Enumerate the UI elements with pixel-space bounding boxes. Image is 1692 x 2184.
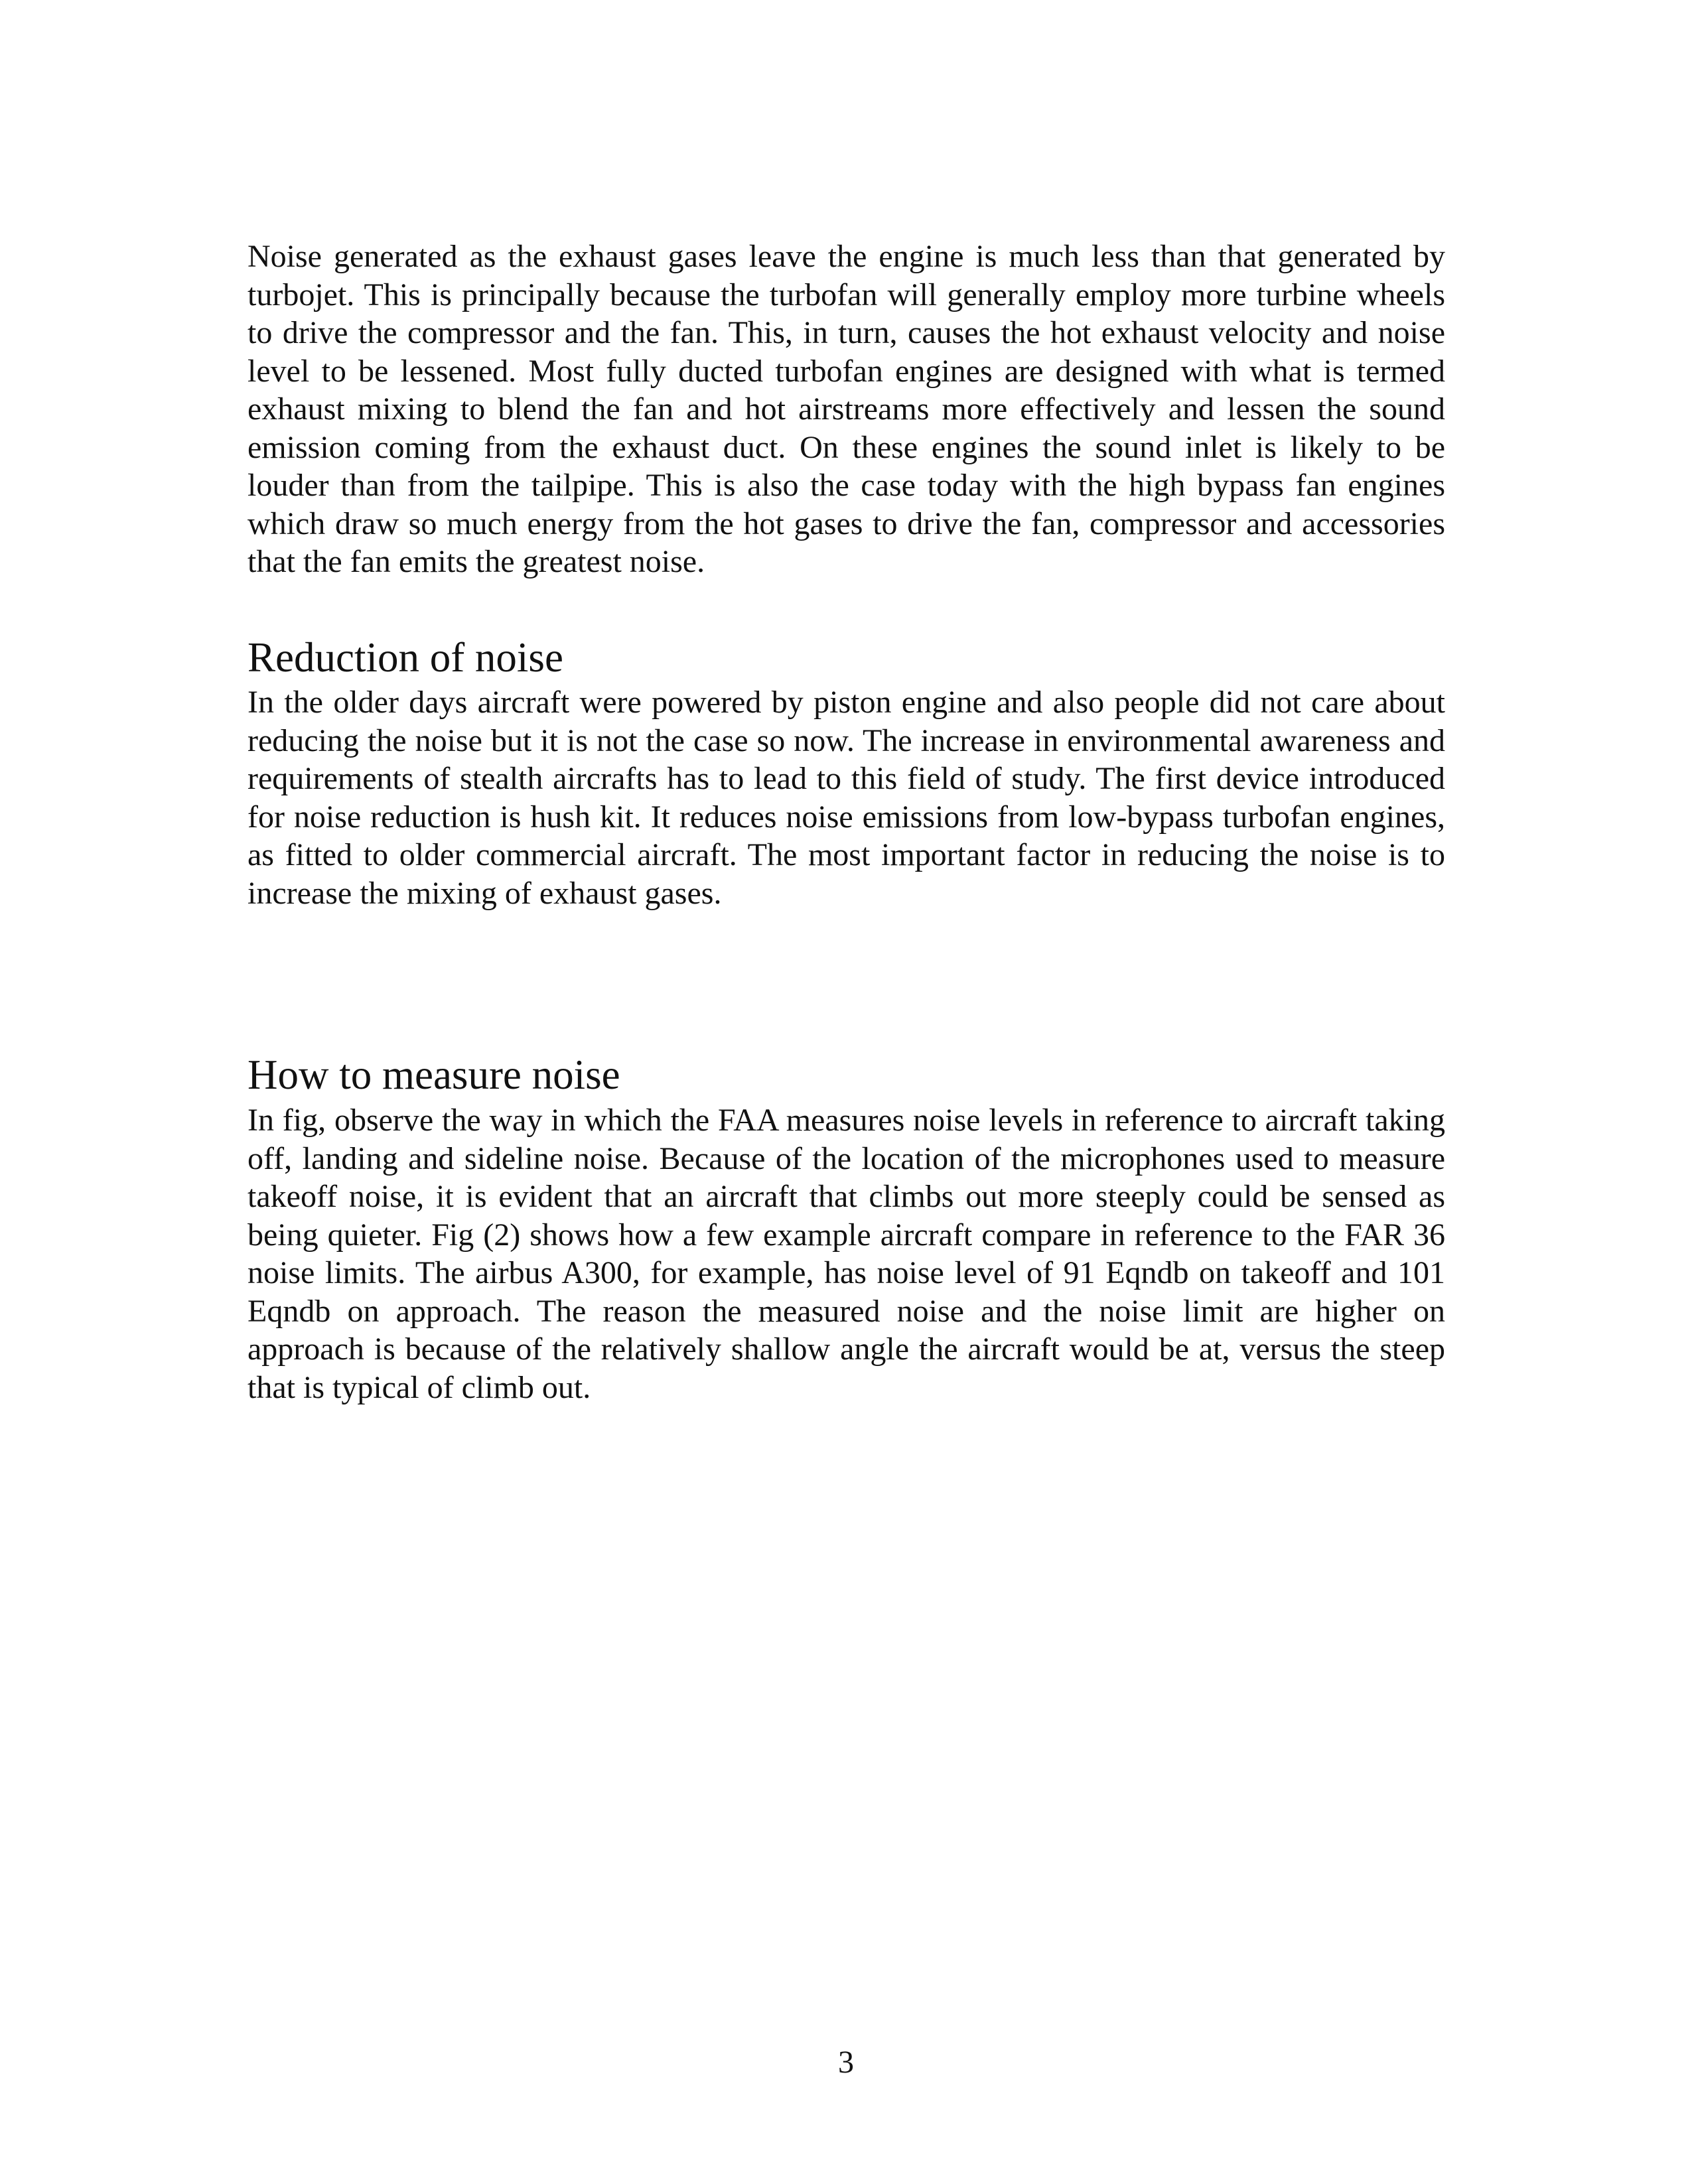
reduction-of-noise-paragraph: In the older days aircraft were powered by piston engine and also people did not care about reducing the noise but it is not the case so now. The increase in environmental awareness and requirements of stealth aircrafts has to lead to this field of study. The first device introduced for noise reduction is hush kit. It reduces noise emissions from low-bypass turbofan engines, as fitted to older commercial aircraft. The most important factor in reducing the noise is to increase the mixing of exhaust gases.: [247, 685, 1445, 911]
section-heading-how-to-measure-noise: How to measure noise: [247, 1052, 620, 1098]
how-to-measure-noise-paragraph: In fig, observe the way in which the FAA measures noise levels in reference to aircraft taking off, landing and sideline noise. Because of the location of the microphones used to measure takeoff noise, it is evident that an aircraft that climbs out more steeply could be sensed as being quieter. Fig (2) shows how a few example aircraft compare in reference to the FAR 36 noise limits. The airbus A300, for example, has noise level of 91 Eqndb on takeoff and 101 Eqndb on approach. The reason the measured noise and the noise limit are higher on approach is because of the relatively shallow angle the aircraft would be at, versus the steep that is typical of climb out.: [247, 1103, 1445, 1405]
page-number: 3: [838, 2045, 854, 2080]
intro-paragraph: Noise generated as the exhaust gases leave the engine is much less than that generated by turbojet. This is principally because the turbofan will generally employ more turbine wheels to drive the compressor and the fan. This, in turn, causes the hot exhaust velocity and noise level to be lessened. Most fully ducted turbofan engines are designed with what is termed exhaust mixing to blend the fan and hot airstreams more effectively and lessen the sound emission coming from the exhaust duct. On these engines the sound inlet is likely to be louder than from the tailpipe. This is also the case today with the high bypass fan engines which draw so much energy from the hot gases to drive the fan, compressor and accessories that the fan emits the greatest noise.: [247, 239, 1445, 579]
section-heading-reduction-of-noise: Reduction of noise: [247, 634, 563, 681]
